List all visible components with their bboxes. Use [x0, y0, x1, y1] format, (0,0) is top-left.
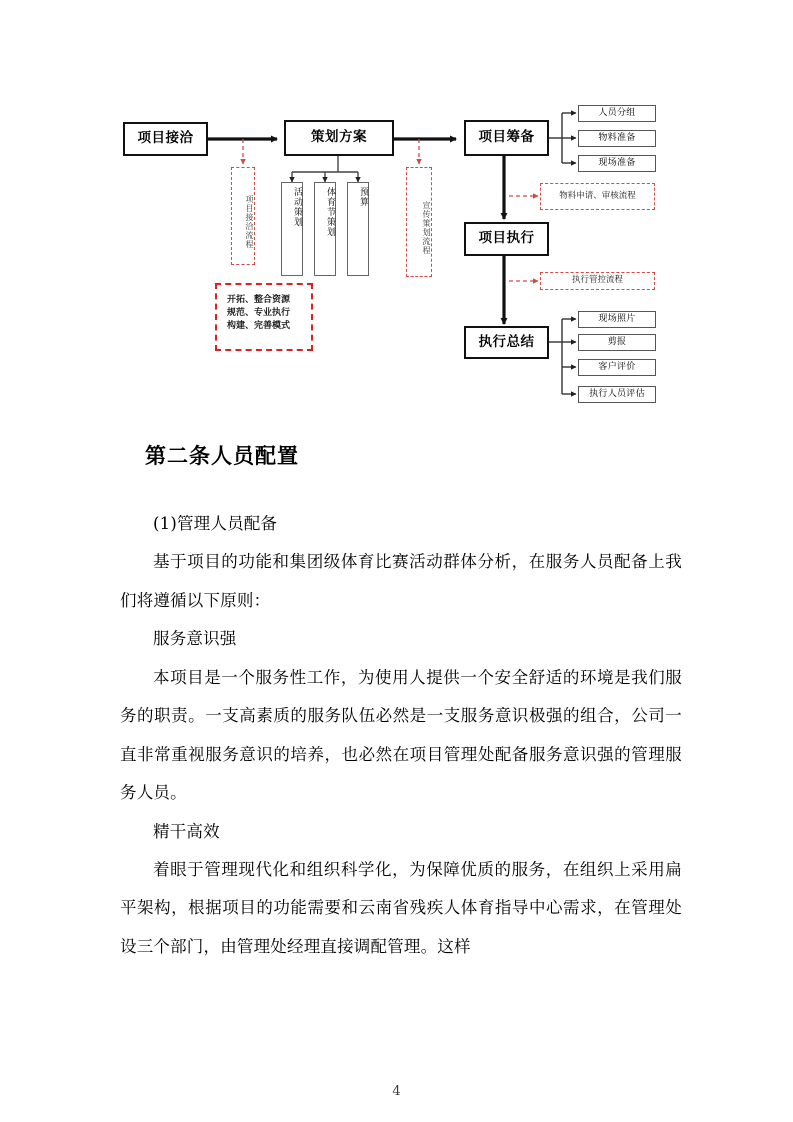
document-body [120, 505, 682, 966]
flow-note-material-request-review-process[interactable] [540, 183, 655, 210]
flow-note-label: 项目接洽流程 [245, 195, 254, 249]
flow-node-label: 策划方案 [311, 129, 367, 146]
slogan-line-2: 规范、专业执行 [227, 308, 291, 319]
flow-node-label: 人员分组 [598, 108, 636, 119]
workflow-flowchart [0, 0, 793, 430]
flow-node-label: 客户评价 [598, 362, 636, 373]
flow-node-press-clippings[interactable] [578, 334, 656, 351]
flow-node-label: 预算 [358, 187, 368, 207]
flow-note-label: 物料申请、审核流程 [559, 190, 636, 201]
flow-note-contact-process[interactable] [231, 167, 255, 265]
flow-note-slogan[interactable] [215, 283, 313, 351]
flow-note-label: 宣传策划流程 [422, 201, 431, 255]
flow-node-site-preparation[interactable] [578, 155, 656, 172]
flow-node-label: 活动策划 [292, 187, 302, 227]
flow-node-label: 现场照片 [598, 314, 636, 325]
flow-note-promotion-planning-process[interactable] [406, 167, 432, 277]
flow-node-label: 项目接洽 [137, 130, 194, 147]
flow-note-label: 执行管控流程 [571, 275, 623, 286]
flow-node-label: 剪报 [607, 337, 627, 348]
flow-node-label: 项目筹备 [478, 129, 535, 146]
flow-node-planning-proposal[interactable] [284, 120, 394, 156]
flow-node-executor-assessment[interactable] [578, 386, 656, 403]
flow-node-customer-evaluation[interactable] [578, 359, 656, 376]
flow-node-material-preparation[interactable] [578, 130, 656, 147]
page-title: 第二条人员配置 [145, 443, 299, 468]
flow-node-sports-festival-planning[interactable] [314, 182, 336, 276]
paragraph: (1)管理人员配备 [153, 514, 278, 533]
flow-note-execution-control-process[interactable] [540, 272, 655, 290]
flow-node-project-contact[interactable] [123, 122, 208, 156]
flow-node-label: 执行总结 [478, 333, 535, 350]
flow-node-execution-summary[interactable] [464, 326, 549, 359]
flow-node-project-preparation[interactable] [464, 120, 549, 156]
flow-node-staff-grouping[interactable] [578, 105, 656, 122]
flow-node-activity-planning[interactable] [281, 182, 303, 276]
flow-node-label: 执行人员评估 [589, 389, 645, 400]
slogan-line-1: 开拓、整合资源 [227, 295, 291, 305]
flow-node-label: 现场准备 [598, 158, 636, 169]
paragraph: 着眼于管理现代化和组织科学化，为保障优质的服务，在组织上采用扁平架构，根据项目的功能需要和云南省残疾人体育指导中心需求，在管理处设三个部门，由管理处经理直接调配管理。这样 [120, 859, 682, 956]
paragraph: 本项目是一个服务性工作，为使用人提供一个安全舒适的环境是我们服务的职责。一支高素质的服务队伍必然是一支服务意识极强的组合，公司一直非常重视服务意识的培养，也必然在项目管理处配备服务意识强的管理服务人员。 [120, 667, 682, 803]
flow-node-label: 物料准备 [598, 133, 636, 144]
flow-node-label: 体育节策划 [325, 187, 335, 237]
page-number: 4 [392, 1084, 401, 1099]
flow-node-project-execution[interactable] [464, 222, 549, 256]
flow-node-site-photos[interactable] [578, 311, 656, 328]
paragraph: 精干高效 [153, 821, 220, 841]
slogan-line-3: 构建、完善模式 [227, 321, 291, 332]
flowchart-connectors [0, 0, 793, 430]
paragraph: 服务意识强 [153, 629, 237, 649]
flow-node-budget[interactable] [347, 182, 369, 276]
flow-node-label: 项目执行 [478, 230, 535, 247]
paragraph: 基于项目的功能和集团级体育比赛活动群体分析，在服务人员配备上我们将遵循以下原则： [120, 552, 682, 610]
